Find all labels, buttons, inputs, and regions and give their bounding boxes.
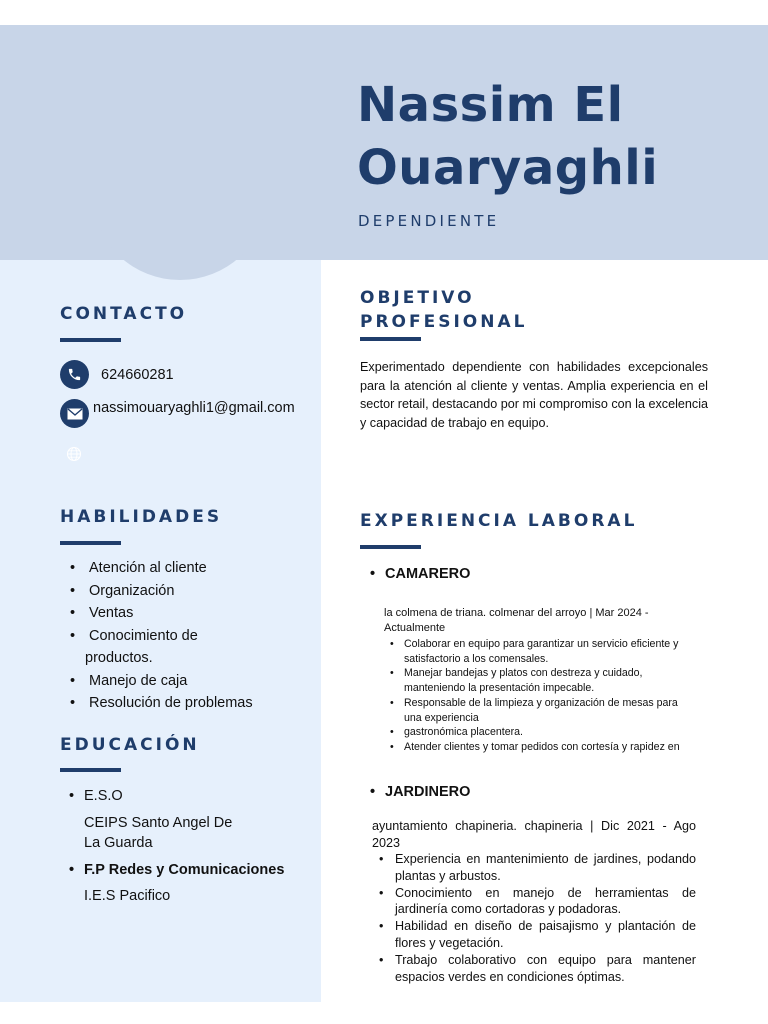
- list-item: • Trabajo colaborativo con equipo para mantener espacios verdes en condiciones óptimas.: [378, 952, 696, 986]
- education-school: I.E.S Pacifico: [84, 888, 171, 904]
- objective-text: Experimentado dependiente con habilidades excepcionales para la atención al cliente y ventas. Amplia experiencia en el sector retail, destacando por mi compromiso con la excelencia y capacidad de trabajo en equipo.: [360, 360, 708, 430]
- experience-heading: EXPERIENCIA LABORAL: [360, 511, 638, 531]
- job-meta: la colmena de triana. colmenar del arroyo | Mar 2024 - Actualmente: [384, 607, 649, 634]
- contact-heading: CONTACTO: [60, 304, 188, 324]
- list-item-continuation: productos.: [85, 650, 153, 666]
- contact-phone[interactable]: 624660281: [101, 366, 174, 383]
- education-degree: • E.S.O: [66, 785, 306, 807]
- phone-icon: [60, 360, 89, 389]
- list-item: • Resolución de problemas: [68, 692, 308, 715]
- contact-phone-row: [60, 360, 174, 389]
- education-degree: • F.P Redes y Comunicaciones: [66, 859, 306, 881]
- list-item: • Manejar bandejas y platos con destreza y cuidado, manteniendo la presentación impecable.: [390, 666, 680, 695]
- education-list: [66, 785, 306, 906]
- candidate-role: DEPENDIENTE: [358, 212, 500, 230]
- skills-heading-rule: [60, 541, 121, 545]
- mail-icon: [60, 399, 89, 428]
- contact-email[interactable]: nassimouaryaghli1@gmail.com: [93, 399, 295, 416]
- list-item: • gastronómica placentera.: [390, 725, 680, 740]
- list-item: • Organización: [68, 580, 308, 603]
- education-school: CEIPS Santo Angel De: [84, 815, 233, 831]
- contact-email-row: [60, 399, 295, 428]
- job-title: • JARDINERO: [366, 784, 470, 800]
- list-item: • Habilidad en diseño de paisajismo y plantación de flores y vegetación.: [378, 918, 696, 952]
- education-school: La Guarda: [84, 835, 153, 851]
- job-bullets: [378, 851, 696, 985]
- job-bullets: [390, 637, 680, 755]
- education-heading: EDUCACIÓN: [60, 735, 200, 755]
- contact-web-row: [66, 446, 82, 462]
- list-item: • Atención al cliente: [68, 557, 308, 580]
- list-item: • Atender clientes y tomar pedidos con cortesía y rapidez en: [390, 740, 680, 755]
- job-title: • CAMARERO: [366, 566, 470, 582]
- objective-heading: [360, 286, 527, 334]
- contact-heading-rule: [60, 338, 121, 342]
- globe-icon: [66, 446, 82, 462]
- list-item: • Ventas: [68, 602, 308, 625]
- skills-heading: HABILIDADES: [60, 507, 223, 527]
- list-item: • Experiencia en mantenimiento de jardines, podando plantas y arbustos.: [378, 851, 696, 885]
- list-item: • Conocimiento en manejo de herramientas de jardinería como cortadoras y podadoras.: [378, 885, 696, 919]
- objective-heading-line: OBJETIVO: [360, 288, 475, 308]
- objective-heading-rule: [360, 337, 421, 341]
- experience-heading-rule: [360, 545, 421, 549]
- list-item-text: Conocimiento de: [89, 627, 198, 644]
- candidate-name: Nassim El Ouaryaghli: [357, 77, 659, 196]
- list-item: [68, 625, 308, 670]
- list-item: • Responsable de la limpieza y organización de mesas para una experiencia: [390, 696, 680, 725]
- skills-list: [68, 557, 308, 715]
- list-item: • Manejo de caja: [68, 670, 308, 693]
- list-item: • Colaborar en equipo para garantizar un servicio eficiente y satisfactorio a los comensales.: [390, 637, 680, 666]
- objective-heading-line: PROFESIONAL: [360, 312, 528, 332]
- education-heading-rule: [60, 768, 121, 772]
- job-meta: ayuntamiento chapineria. chapineria | Dic 2021 - Ago 2023: [372, 819, 696, 850]
